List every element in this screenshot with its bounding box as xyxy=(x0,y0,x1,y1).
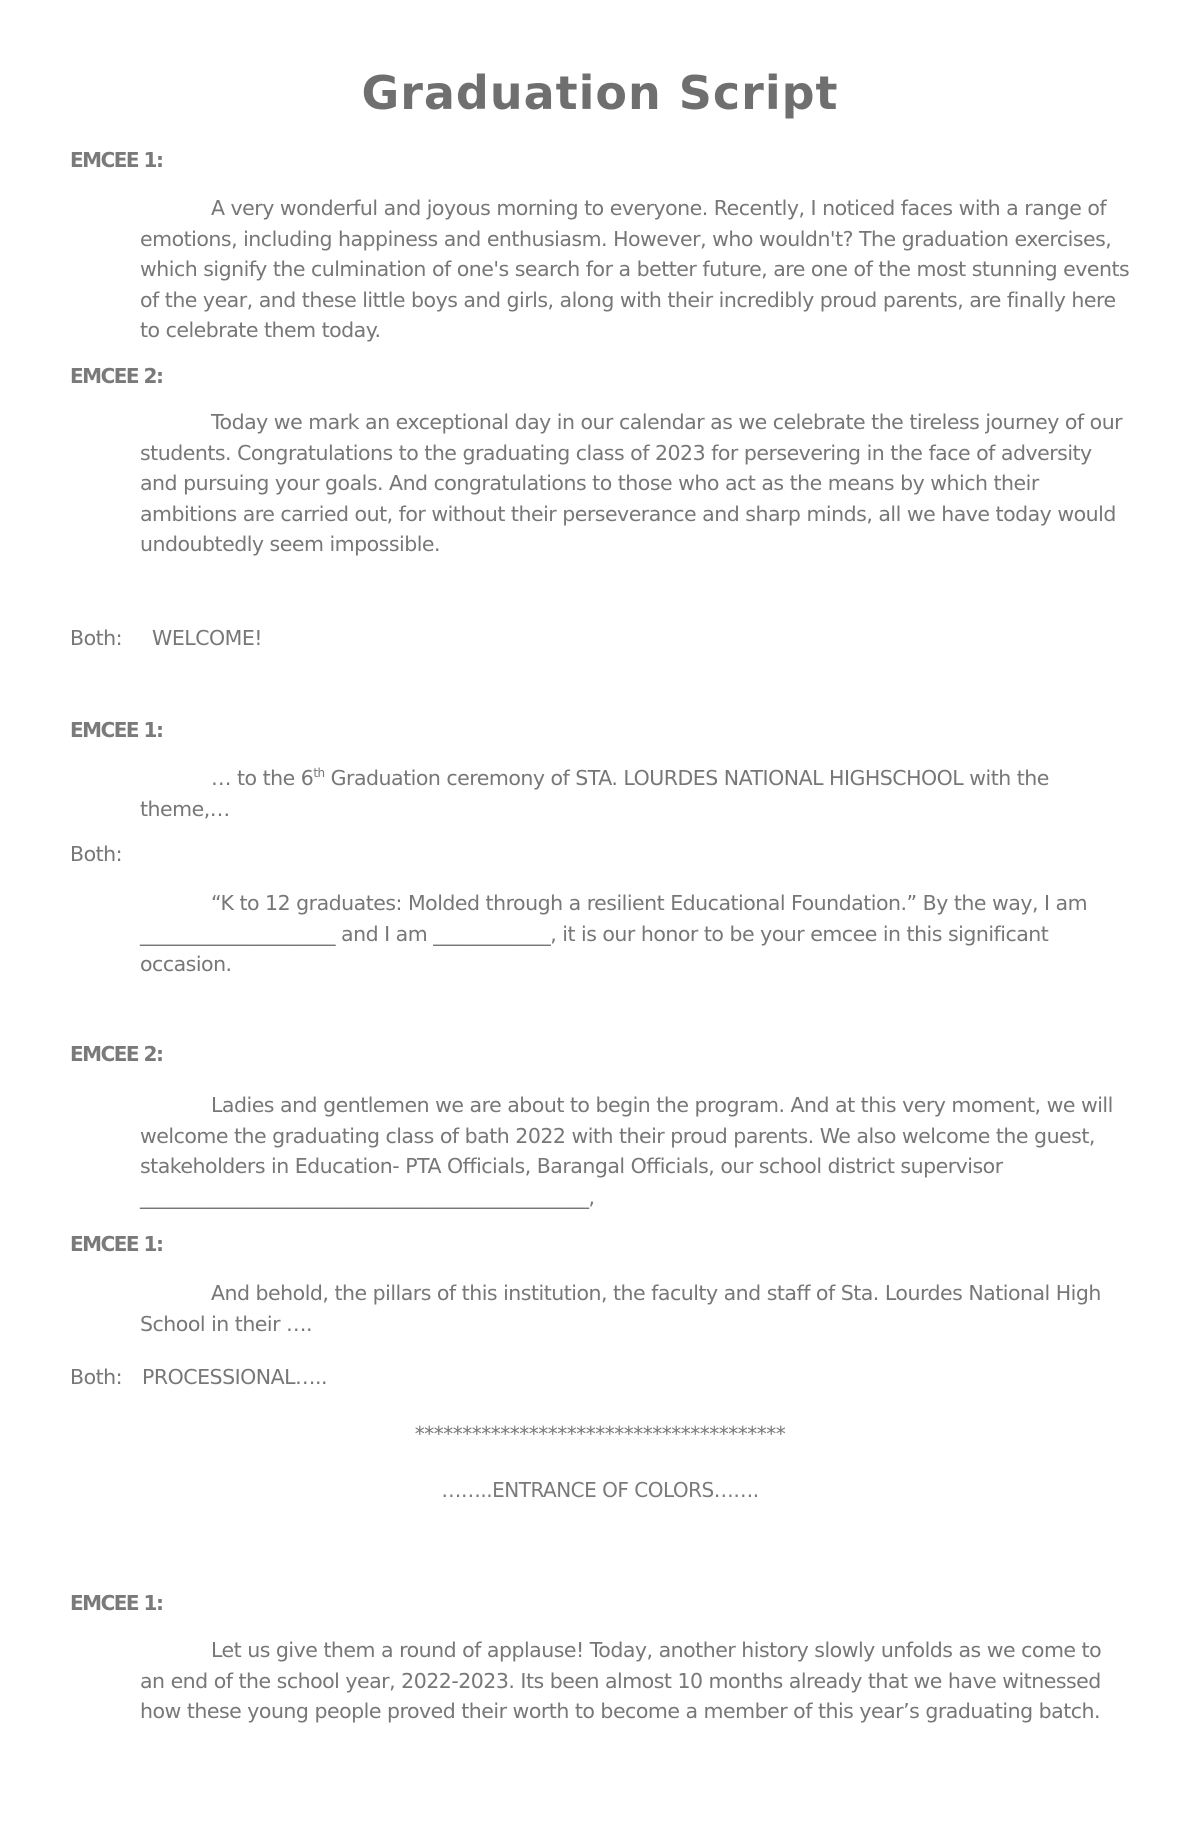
dialogue-paragraph: “K to 12 graduates: Molded through a resilient Educational Foundation.” By the way, I am ____________________ and I am ____________, it is our honor to be your emcee in this significant occasion. xyxy=(140,891,1088,976)
speaker-label: Both: xyxy=(70,1365,123,1389)
dialogue-text: WELCOME! xyxy=(152,626,262,650)
dialogue-text: … to the 6 xyxy=(211,766,314,790)
speaker-label: EMCEE 1: xyxy=(70,1232,163,1256)
dialogue-paragraph: A very wonderful and joyous morning to everyone. Recently, I noticed faces with a range of emotions, including happiness and enthusiasm. However, who wouldn't? The graduation exercises, which signify the culmination of one's search for a better future, are one of the most stunning events of the year, and these little boys and girls, along with their incredibly proud parents, are finally here to celebrate them today. xyxy=(140,196,1130,342)
speaker-label: EMCEE 2: xyxy=(70,364,163,388)
speaker-label: EMCEE 1: xyxy=(70,1591,163,1615)
stage-cue: ……..ENTRANCE OF COLORS……. xyxy=(441,1478,759,1502)
dialogue-paragraph: Let us give them a round of applause! Today, another history slowly unfolds as we come to an end of the school year, 2022-2023. Its been almost 10 months already that we have witnessed how these young people proved their worth to become a member of this year’s graduating batch. xyxy=(140,1638,1102,1723)
speaker-label: Both: xyxy=(70,626,123,650)
speaker-label: EMCEE 1: xyxy=(70,718,163,742)
both-processional-line xyxy=(70,1365,327,1389)
speaker-label: EMCEE 1: xyxy=(70,148,163,172)
dialogue-paragraph: Ladies and gentlemen we are about to begin the program. And at this very moment, we will welcome the graduating class of bath 2022 with their proud parents. We also welcome the guest, stakeholders in Education- PTA Officials, Barangal Officials, our school district supervisor ______________________________________________, xyxy=(140,1093,1113,1209)
document-title: Graduation Script xyxy=(361,66,839,120)
ordinal-suffix: th xyxy=(313,766,325,781)
speaker-label: EMCEE 2: xyxy=(70,1042,163,1066)
dialogue-paragraph xyxy=(140,763,1130,824)
dialogue-paragraph: And behold, the pillars of this institution, the faculty and staff of Sta. Lourdes National High School in their …. xyxy=(140,1281,1101,1336)
asterisk-divider: *************************************** xyxy=(414,1422,786,1446)
both-welcome-line xyxy=(70,626,262,650)
dialogue-text: PROCESSIONAL….. xyxy=(142,1365,328,1389)
dialogue-text: Graduation ceremony of STA. LOURDES NATIONAL HIGHSCHOOL with the theme,… xyxy=(140,766,1049,821)
dialogue-paragraph: Today we mark an exceptional day in our calendar as we celebrate the tireless journey of our students. Congratulations to the graduating class of 2023 for persevering in the face of adversity and pursuing your goals. And congratulations to those who act as the means by which their ambitions are carried out, for without their perseverance and sharp minds, all we have today would undoubtedly seem impossible. xyxy=(140,410,1123,556)
speaker-label: Both: xyxy=(70,842,123,866)
